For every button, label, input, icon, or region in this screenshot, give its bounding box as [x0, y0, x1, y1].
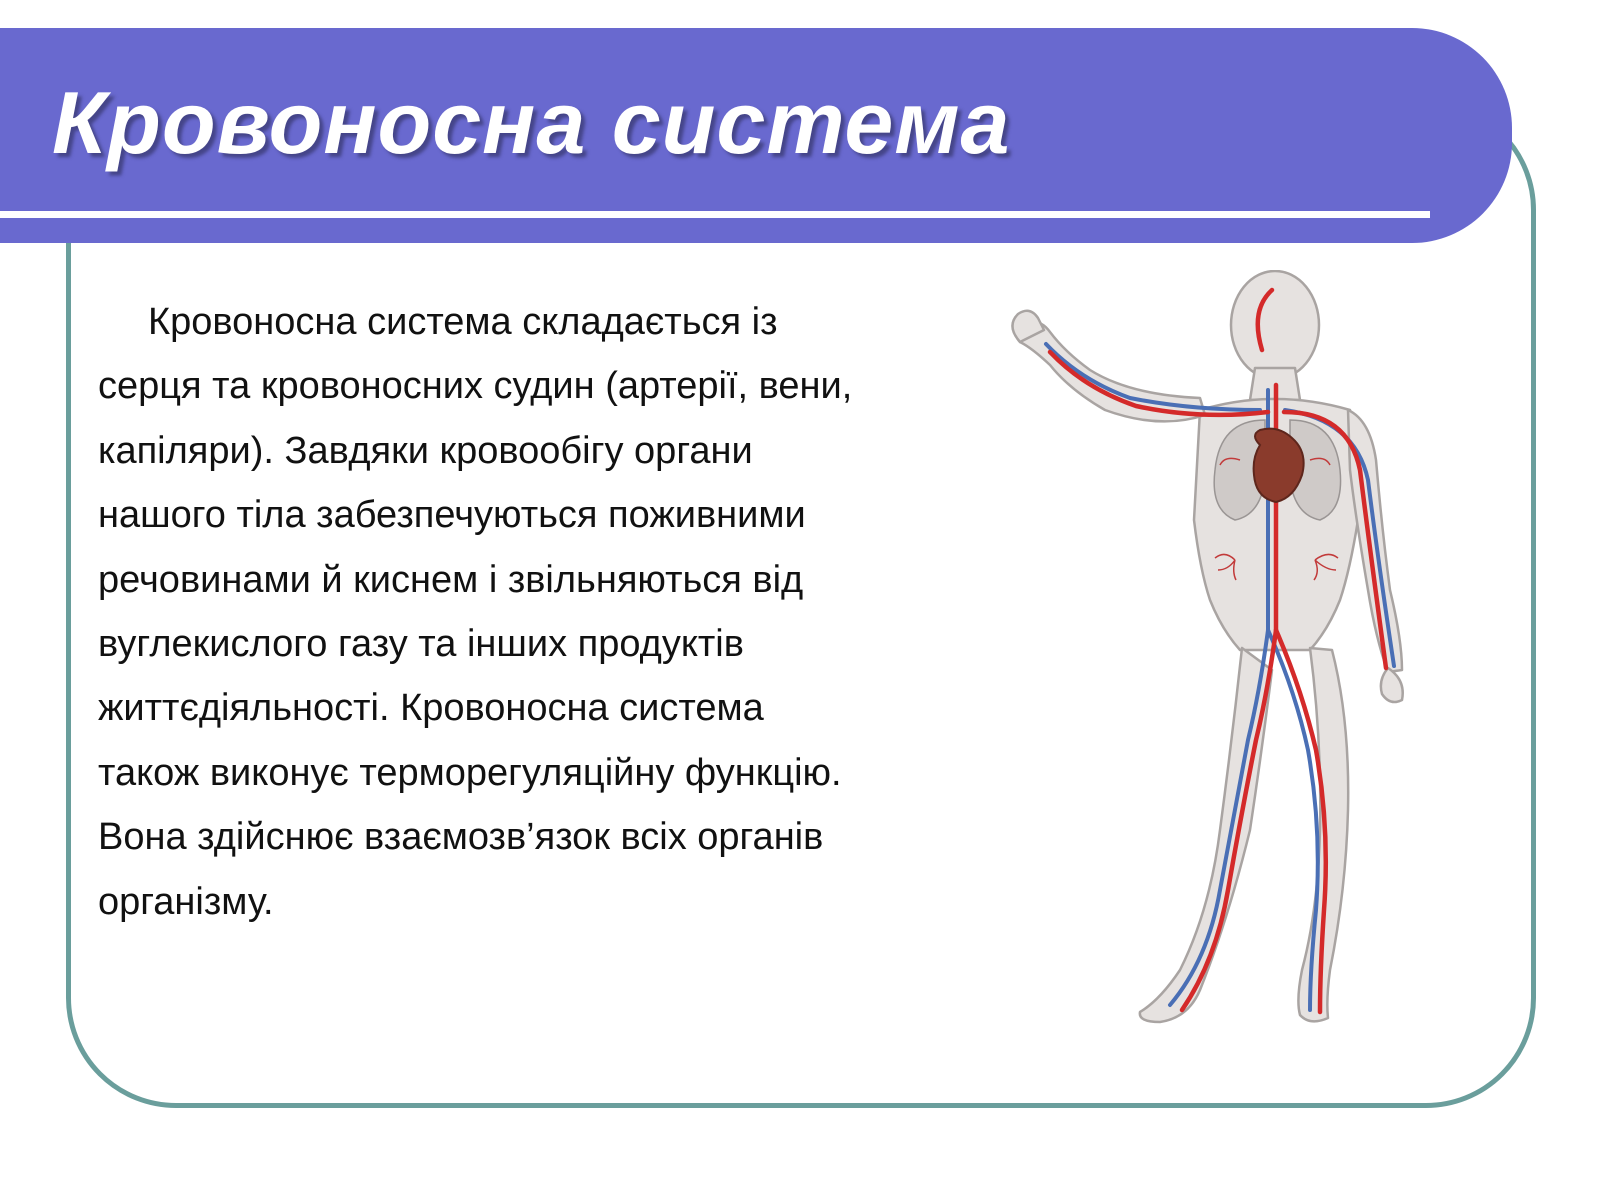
body-line: Вона здійснює взаємозв’язок всіх органів — [98, 816, 824, 859]
body-line: речовинами й киснем і звільняються від — [98, 558, 804, 601]
circulatory-system-icon — [1010, 270, 1470, 1060]
slide-title: Кровоносна система — [52, 73, 1011, 172]
title-underline — [0, 211, 1430, 218]
body-line: капіляри). Завдяки кровообігу органи — [98, 429, 753, 472]
body-line: нашого тіла забезпечуються поживними — [98, 494, 806, 537]
body-line: життєдіяльності. Кровоносна система — [98, 687, 764, 730]
body-paragraph — [98, 290, 998, 934]
body-line: вуглекислого газу та інших продуктів — [98, 623, 744, 666]
body-line: організму. — [98, 880, 274, 923]
body-line: серця та кровоносних судин (артерії, вени, — [98, 365, 853, 408]
body-line: також виконує терморегуляційну функцію. — [98, 751, 842, 794]
body-line: Кровоносна система складається із — [148, 301, 778, 343]
human-body-silhouette — [1012, 271, 1402, 1022]
